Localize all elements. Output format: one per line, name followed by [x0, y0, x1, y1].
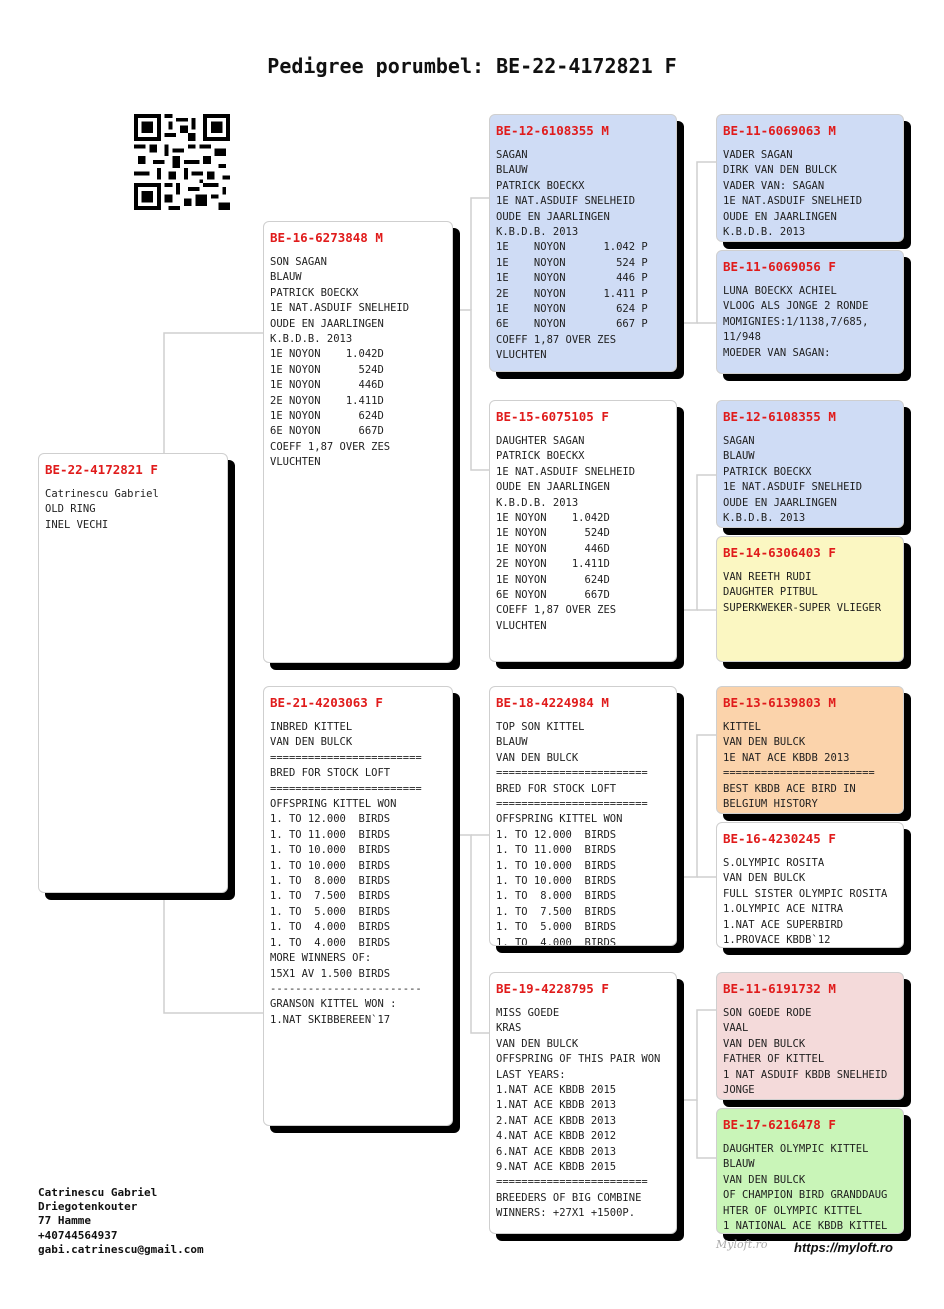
ring-number: BE-11-6069063 M: [723, 123, 836, 138]
detail-line: 1 NATIONAL ACE KBDB KITTEL: [723, 1220, 888, 1233]
detail-line: PATRICK BOECKX: [270, 286, 359, 299]
detail-line: PATRICK BOECKX: [496, 179, 585, 192]
subject-card[interactable]: [38, 453, 228, 893]
ring-number: BE-11-6069056 F: [723, 259, 836, 274]
owner-email[interactable]: gabi.catrinescu@gmail.com: [38, 1242, 204, 1256]
detail-line: MOMIGNIES:1/1138,7/685,: [723, 315, 869, 328]
detail-line: 1. TO 10.000 BIRDS: [496, 875, 617, 888]
detail-line: WINNERS: +27X1 +1500P.: [496, 1207, 636, 1220]
detail-line: 1. TO 4.000 BIRDS: [270, 936, 391, 949]
detail-line: BLAUW: [496, 164, 528, 177]
detail-line: 6E NOYON 667D: [496, 589, 610, 602]
detail-line: 1. TO 8.000 BIRDS: [270, 875, 391, 888]
detail-line: K.B.D.B. 2013: [496, 226, 579, 239]
detail-line: VAN DEN BULCK: [496, 1037, 579, 1050]
detail-line: OUDE EN JAARLINGEN: [723, 496, 837, 509]
detail-line: Catrinescu Gabriel: [45, 488, 159, 500]
detail-line: 1. TO 4.000 BIRDS: [270, 921, 391, 934]
myloft-signature: Myloft.ro: [716, 1238, 768, 1251]
pigeon-details: [45, 487, 221, 533]
detail-line: HTER OF OLYMPIC KITTEL: [723, 1204, 863, 1217]
pigeon-details: [270, 255, 446, 471]
detail-line: K.B.D.B. 2013: [723, 226, 806, 239]
detail-line: 1E NAT ACE KBDB 2013: [723, 751, 850, 764]
detail-line: GRANSON KITTEL WON :: [270, 998, 397, 1011]
detail-line: 1. TO 11.000 BIRDS: [496, 844, 617, 857]
detail-line: 1. TO 10.000 BIRDS: [270, 859, 391, 872]
pigeon-details: [723, 856, 897, 948]
pigeon-details: [723, 1006, 897, 1098]
detail-line: 1. TO 5.000 BIRDS: [270, 905, 391, 918]
detail-line: INEL VECHI: [45, 518, 109, 531]
detail-line: S.OLYMPIC ROSITA: [723, 857, 825, 869]
detail-line: OUDE EN JAARLINGEN: [723, 210, 837, 223]
detail-line: VAN DEN BULCK: [723, 1037, 806, 1050]
detail-line: VLUCHTEN: [270, 456, 321, 469]
detail-line: OFFSPRING KITTEL WON: [270, 798, 397, 811]
detail-line: 1. TO 12.000 BIRDS: [270, 813, 391, 826]
detail-line: 1 NAT ASDUIF KBDB SNELHEID: [723, 1068, 888, 1081]
pigeon-details: [496, 148, 670, 364]
pigeon-details: [496, 434, 670, 634]
detail-line: VAN DEN BULCK: [270, 736, 353, 749]
detail-line: 4.NAT ACE KBDB 2012: [496, 1130, 617, 1143]
detail-line: 1E NOYON 446D: [270, 379, 384, 392]
detail-line: VADER SAGAN: [723, 149, 793, 161]
owner-phone: +40744564937: [38, 1228, 118, 1242]
detail-line: COEFF 1,87 OVER ZES: [496, 333, 617, 346]
detail-line: 1E NOYON 624D: [496, 573, 610, 586]
detail-line: 1. TO 8.000 BIRDS: [496, 890, 617, 903]
detail-line: BLAUW: [270, 271, 302, 284]
detail-line: OUDE EN JAARLINGEN: [496, 210, 610, 223]
detail-line: 6E NOYON 667D: [270, 425, 384, 438]
detail-line: OFFSPRING KITTEL WON: [496, 813, 623, 826]
pigeon-details: [496, 720, 670, 946]
detail-line: LAST YEARS:: [496, 1068, 566, 1081]
detail-line: 1E NAT.ASDUIF SNELHEID: [723, 481, 863, 494]
detail-line: VLUCHTEN: [496, 349, 547, 362]
detail-line: 1E NOYON 1.042 P: [496, 241, 648, 254]
detail-line: 15X1 AV 1.500 BIRDS: [270, 967, 391, 980]
detail-line: OFFSPRING OF THIS PAIR WON: [496, 1053, 661, 1066]
site-link[interactable]: https://myloft.ro: [794, 1240, 893, 1255]
detail-line: OUDE EN JAARLINGEN: [496, 481, 610, 494]
detail-line: 1. TO 10.000 BIRDS: [496, 859, 617, 872]
sire-dam-sire-card[interactable]: [716, 400, 904, 528]
detail-line: VAN DEN BULCK: [496, 751, 579, 764]
detail-line: 1E NAT.ASDUIF SNELHEID: [270, 302, 410, 315]
detail-line: DAUGHTER OLYMPIC KITTEL: [723, 1143, 869, 1155]
detail-line: SON GOEDE RODE: [723, 1007, 812, 1019]
detail-line: BREEDERS OF BIG COMBINE: [496, 1191, 642, 1204]
detail-line: BRED FOR STOCK LOFT: [496, 782, 617, 795]
detail-line: 1.OLYMPIC ACE NITRA: [723, 903, 844, 916]
detail-line: ========================: [496, 798, 648, 811]
ring-number: BE-21-4203063 F: [270, 695, 383, 710]
detail-line: 1E NOYON 524D: [270, 363, 384, 376]
sire-sire-dam-card[interactable]: [716, 250, 904, 374]
ring-number: BE-16-4230245 F: [723, 831, 836, 846]
detail-line: 6.NAT ACE KBDB 2013: [496, 1145, 617, 1158]
detail-line: 1. TO 11.000 BIRDS: [270, 828, 391, 841]
detail-line: LUNA BOECKX ACHIEL: [723, 285, 837, 297]
detail-line: FATHER OF KITTEL: [723, 1053, 825, 1066]
detail-line: VADER VAN: SAGAN: [723, 179, 825, 192]
detail-line: TOP SON KITTEL: [496, 721, 585, 733]
detail-line: 1E NAT.ASDUIF SNELHEID: [496, 195, 636, 208]
detail-line: VAN DEN BULCK: [723, 736, 806, 749]
ring-number: BE-16-6273848 M: [270, 230, 383, 245]
detail-line: 1. TO 4.000 BIRDS: [496, 936, 617, 946]
detail-line: BRED FOR STOCK LOFT: [270, 767, 391, 780]
ring-number: BE-15-6075105 F: [496, 409, 609, 424]
detail-line: ------------------------: [270, 982, 422, 995]
detail-line: VAAL: [723, 1022, 749, 1035]
detail-line: SUPERKWEKER-SUPER VLIEGER: [723, 601, 882, 614]
sire-sire-card[interactable]: [489, 114, 677, 372]
detail-line: COEFF 1,87 OVER ZES: [496, 604, 617, 617]
dam-sire-sire-card[interactable]: [716, 686, 904, 814]
page-title: Pedigree porumbel: BE-22-4172821 F: [267, 54, 677, 78]
ring-number: BE-12-6108355 M: [723, 409, 836, 424]
detail-line: 11/948: [723, 331, 761, 344]
dam-dam-dam-card[interactable]: [716, 1108, 904, 1234]
owner-city: 77 Hamme: [38, 1214, 91, 1228]
detail-line: BLAUW: [496, 736, 528, 749]
owner-street: Driegotenkouter: [38, 1200, 138, 1214]
detail-line: OLD RING: [45, 503, 96, 516]
dam-sire-dam-card[interactable]: [716, 822, 904, 948]
pigeon-details: [270, 720, 446, 1028]
detail-line: 9.NAT ACE KBDB 2015: [496, 1161, 617, 1174]
detail-line: 2E NOYON 1.411D: [496, 558, 610, 571]
detail-line: JONGE: [723, 1084, 755, 1097]
detail-line: K.B.D.B. 2013: [723, 512, 806, 525]
detail-line: MOEDER VAN SAGAN:: [723, 346, 831, 359]
ring-number: BE-13-6139803 M: [723, 695, 836, 710]
detail-line: 1.NAT SKIBBEREEN`17: [270, 1013, 391, 1026]
detail-line: 1E NOYON 524 P: [496, 256, 648, 269]
detail-line: BEST KBDB ACE BIRD IN: [723, 782, 856, 795]
detail-line: SAGAN: [496, 149, 528, 161]
detail-line: 1E NOYON 446D: [496, 542, 610, 555]
detail-line: VAN DEN BULCK: [723, 872, 806, 885]
detail-line: PATRICK BOECKX: [723, 465, 812, 478]
dam-dam-sire-card[interactable]: [716, 972, 904, 1100]
detail-line: VAN DEN BULCK: [723, 1173, 806, 1186]
detail-line: BELGIUM HISTORY: [723, 798, 818, 811]
pigeon-details: [723, 434, 897, 526]
detail-line: COEFF 1,87 OVER ZES: [270, 440, 391, 453]
detail-line: 1.NAT ACE KBDB 2013: [496, 1099, 617, 1112]
detail-line: DAUGHTER PITBUL: [723, 586, 818, 599]
sire-dam-dam-card[interactable]: [716, 536, 904, 662]
detail-line: 1. TO 5.000 BIRDS: [496, 921, 617, 934]
detail-line: 2E NOYON 1.411 P: [496, 287, 648, 300]
ring-number: BE-12-6108355 M: [496, 123, 609, 138]
detail-line: KITTEL: [723, 721, 761, 733]
pigeon-details: [723, 148, 897, 240]
detail-line: ========================: [496, 1176, 648, 1189]
detail-line: FULL SISTER OLYMPIC ROSITA: [723, 887, 888, 900]
detail-line: 1E NAT.ASDUIF SNELHEID: [723, 195, 863, 208]
detail-line: SON SAGAN: [270, 256, 327, 268]
ring-number: BE-17-6216478 F: [723, 1117, 836, 1132]
detail-line: 1E NOYON 524D: [496, 527, 610, 540]
detail-line: K.B.D.B. 2013: [496, 496, 579, 509]
sire-sire-sire-card[interactable]: [716, 114, 904, 242]
detail-line: 1. TO 12.000 BIRDS: [496, 828, 617, 841]
dam-dam-card[interactable]: [489, 972, 677, 1234]
pigeon-details: [723, 720, 897, 812]
ring-number: BE-11-6191732 M: [723, 981, 836, 996]
ring-number: BE-14-6306403 F: [723, 545, 836, 560]
dam-sire-card[interactable]: [489, 686, 677, 946]
detail-line: 1. TO 7.500 BIRDS: [270, 890, 391, 903]
detail-line: 6E NOYON 667 P: [496, 318, 648, 331]
sire-dam-card[interactable]: [489, 400, 677, 662]
detail-line: 1.NAT ACE SUPERBIRD: [723, 918, 844, 931]
detail-line: SAGAN: [723, 435, 755, 447]
detail-line: 1. TO 7.500 BIRDS: [496, 905, 617, 918]
detail-line: ========================: [270, 782, 422, 795]
owner-contact: [38, 1186, 204, 1257]
detail-line: VAN REETH RUDI: [723, 571, 812, 583]
detail-line: PATRICK BOECKX: [496, 450, 585, 463]
detail-line: OUDE EN JAARLINGEN: [270, 317, 384, 330]
detail-line: ========================: [496, 767, 648, 780]
detail-line: OF CHAMPION BIRD GRANDDAUG: [723, 1189, 888, 1202]
detail-line: KRAS: [496, 1022, 522, 1035]
detail-line: 1E NOYON 1.042D: [270, 348, 384, 361]
detail-line: ========================: [723, 767, 875, 780]
sire-card[interactable]: [263, 221, 453, 663]
dam-card[interactable]: [263, 686, 453, 1126]
detail-line: 1E NOYON 624 P: [496, 303, 648, 316]
detail-line: 1E NOYON 1.042D: [496, 512, 610, 525]
detail-line: 2.NAT ACE KBDB 2013: [496, 1114, 617, 1127]
detail-line: MISS GOEDE: [496, 1007, 560, 1019]
detail-line: K.B.D.B. 2013: [270, 333, 353, 346]
detail-line: ========================: [270, 751, 422, 764]
pigeon-details: [723, 1142, 897, 1234]
detail-line: INBRED KITTEL: [270, 721, 353, 733]
detail-line: 2E NOYON 1.411D: [270, 394, 384, 407]
detail-line: 1. TO 10.000 BIRDS: [270, 844, 391, 857]
detail-line: VLOOG ALS JONGE 2 RONDE: [723, 300, 869, 313]
detail-line: DAUGHTER SAGAN: [496, 435, 585, 447]
detail-line: DIRK VAN DEN BULCK: [723, 164, 837, 177]
detail-line: 1E NAT.ASDUIF SNELHEID: [496, 465, 636, 478]
detail-line: BLAUW: [723, 450, 755, 463]
pigeon-details: [723, 570, 897, 616]
detail-line: 1E NOYON 446 P: [496, 272, 648, 285]
ring-number: BE-18-4224984 M: [496, 695, 609, 710]
ring-number: BE-22-4172821 F: [45, 462, 158, 477]
pigeon-details: [496, 1006, 670, 1222]
pigeon-details: [723, 284, 897, 361]
detail-line: 1E NOYON 624D: [270, 410, 384, 423]
detail-line: VLUCHTEN: [496, 619, 547, 632]
detail-line: BLAUW: [723, 1158, 755, 1171]
ring-number: BE-19-4228795 F: [496, 981, 609, 996]
detail-line: 1.PROVACE KBDB`12: [723, 934, 831, 947]
detail-line: MORE WINNERS OF:: [270, 952, 372, 965]
detail-line: 1.NAT ACE KBDB 2015: [496, 1084, 617, 1097]
owner-name: Catrinescu Gabriel: [38, 1186, 158, 1199]
